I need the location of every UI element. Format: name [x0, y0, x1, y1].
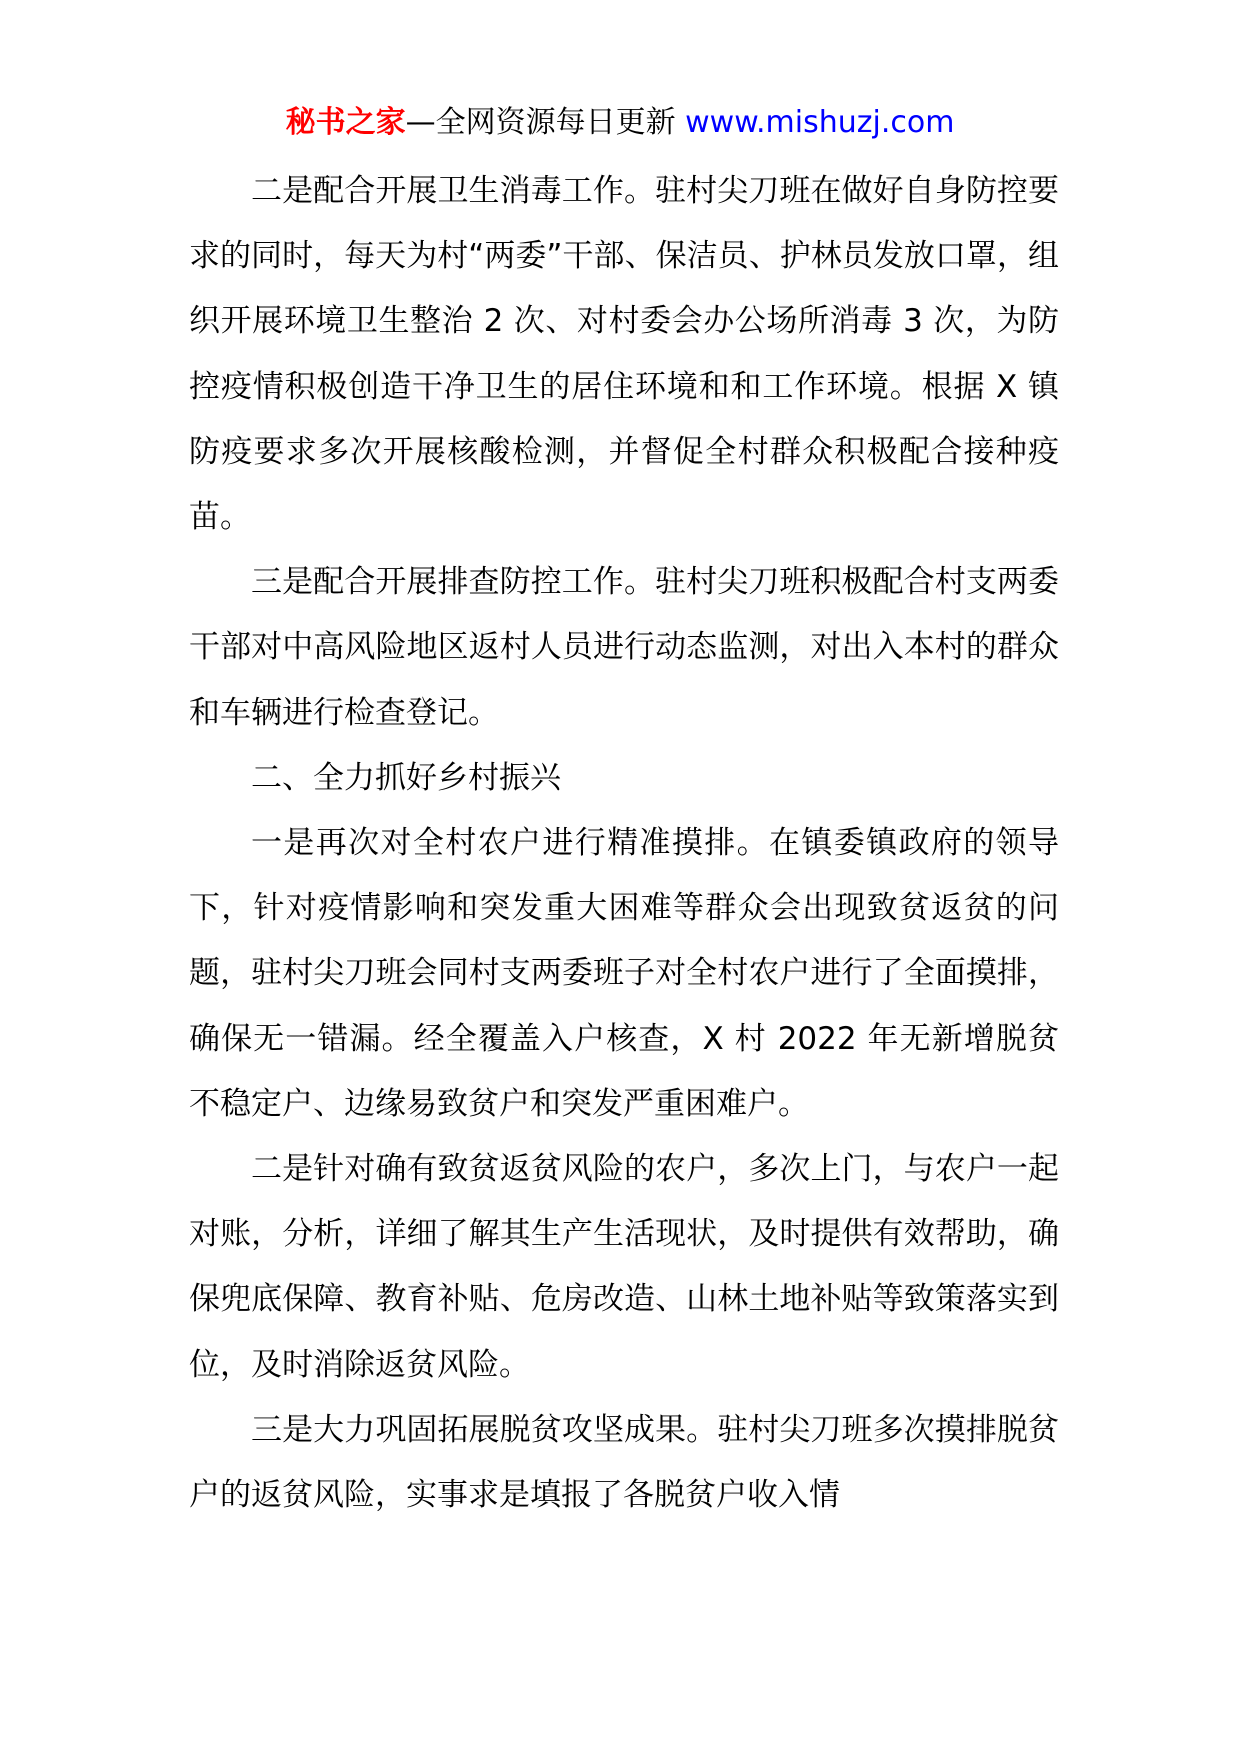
- paragraph-disinfection: 二是配合开展卫生消毒工作。驻村尖刀班在做好自身防控要求的同时，每天为村“两委”干部、保洁员、护林员发放口罩，组织开展环境卫生整治 2 次、对村委会办公场所消毒 3 次，为防控疫情积极创造干净卫生的居住环境和和工作环境。根据 X 镇防疫要求多次开展核酸检测，并督促全村群众积极配合接种疫苗。: [189, 173, 1059, 536]
- paragraph-screening: 三是配合开展排查防控工作。驻村尖刀班积极配合村支两委干部对中高风险地区返村人员进行动态监测，对出入本村的群众和车辆进行检查登记。: [189, 564, 1059, 731]
- paragraph-household-survey: 一是再次对全村农户进行精准摸排。在镇委镇政府的领导下，针对疫情影响和突发重大困难等群众会出现致贫返贫的问题，驻村尖刀班会同村支两委班子对全村农户进行了全面摸排，确保无一错漏。经全覆盖入户核查，X 村 2022 年无新增脱贫不稳定户、边缘易致贫户和突发严重困难户。: [189, 825, 1059, 1122]
- paragraph-risk-households: 二是针对确有致贫返贫风险的农户，多次上门，与农户一起对账，分析，详细了解其生产生活现状，及时提供有效帮助，确保兜底保障、教育补贴、危房改造、山林土地补贴等致策落实到位，及时消除返贫风险。: [189, 1151, 1059, 1383]
- site-slogan: —全网资源每日更新: [405, 105, 686, 140]
- section-heading-rural-revitalization: 二、全力抓好乡村振兴: [251, 759, 561, 796]
- site-header: [0, 101, 1240, 145]
- site-brand: 秘书之家: [285, 105, 406, 140]
- document-body: [189, 159, 1059, 1528]
- site-url-link[interactable]: www.mishuzj.com: [685, 105, 955, 140]
- paragraph-consolidate-results: 三是大力巩固拓展脱贫攻坚成果。驻村尖刀班多次摸排脱贫户的返贫风险，实事求是填报了各脱贫户收入情: [189, 1411, 1059, 1514]
